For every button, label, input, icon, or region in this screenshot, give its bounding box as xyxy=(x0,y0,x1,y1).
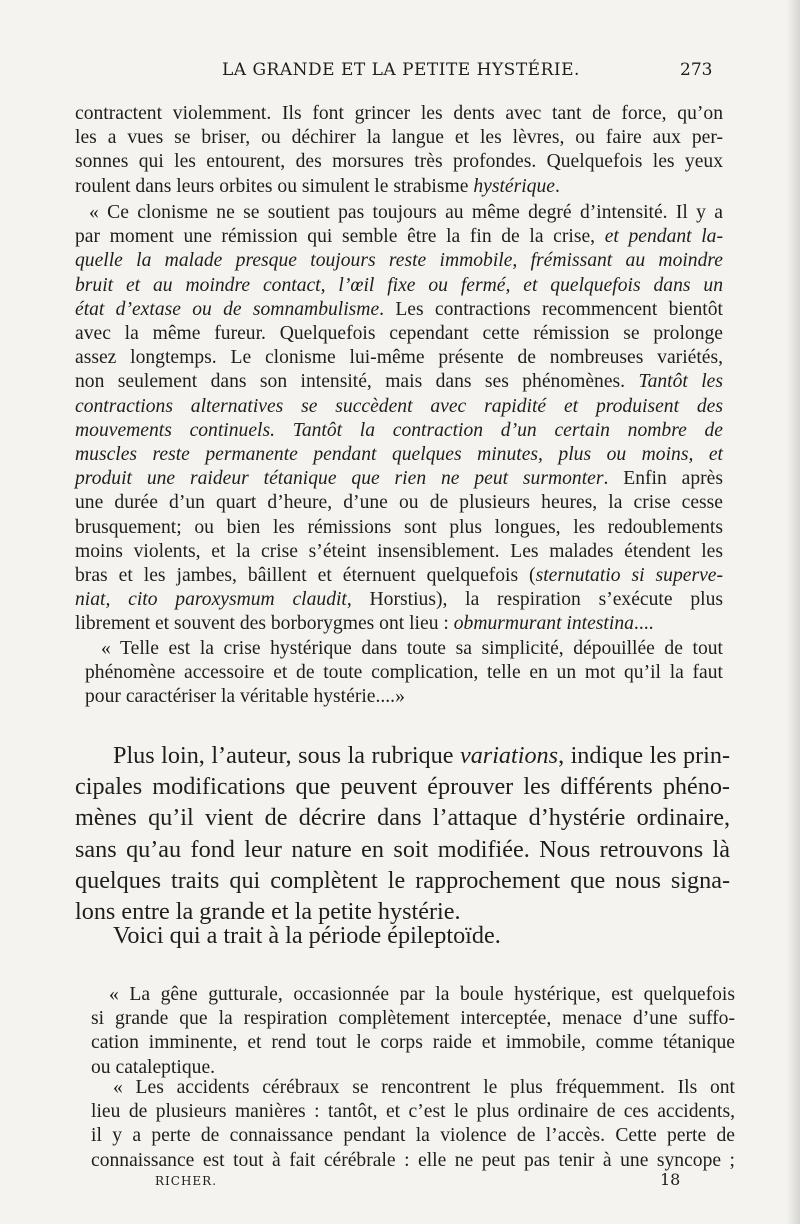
text-line: mènes qu’il vient de décrire dans l’attaque d’hystérie ordinaire, xyxy=(75,804,730,832)
text-line: « Telle est la crise hystérique dans toute sa simplicité, dépouillée de tout xyxy=(101,638,723,659)
text-run: , indique les prin- xyxy=(558,742,730,769)
text-line: pour caractériser la véritable hystérie....» xyxy=(85,686,405,708)
paragraph-variations xyxy=(75,740,730,927)
text-line: sans qu’au fond leur nature en soit modifiée. Nous retrouvons là xyxy=(75,835,730,863)
text-line xyxy=(75,225,723,249)
text-line: lons entre la grande et la petite hystérie. xyxy=(75,898,461,926)
text-line xyxy=(75,564,723,588)
text-line xyxy=(75,419,723,443)
paragraph-epileptoid xyxy=(75,920,730,951)
italic-text: et pendant la- xyxy=(604,226,724,248)
printer-signature: RICHER. xyxy=(155,1174,218,1188)
text-line xyxy=(75,370,723,394)
paragraph-guttural xyxy=(91,983,735,1080)
text-line xyxy=(75,612,723,636)
text-line xyxy=(75,298,723,322)
text-run: non seulement dans son intensité, mais dans ses phénomènes. xyxy=(75,371,639,393)
text-line: phénomène accessoire et de toute complication, telle en un mot qu’il la faut xyxy=(85,662,723,684)
page-edge-shadow xyxy=(786,0,800,1224)
text-line xyxy=(75,175,723,199)
text-line: « Les accidents cérébraux se rencontrent le plus fréquemment. Ils ont xyxy=(113,1077,735,1098)
text-run: .... xyxy=(633,613,654,635)
text-line: assez longtemps. Le clonisme lui-même présente de nombreuses variétés, xyxy=(75,347,723,369)
paragraph-clonism-quote xyxy=(75,201,723,637)
text-line xyxy=(75,395,723,419)
text-run: par moment une rémission qui semble être la fin de la crise, xyxy=(75,226,605,248)
italic-text: produit une raideur tétanique que rien ne peut surmonter xyxy=(75,468,604,490)
italic-text: état d’extase ou de somnambulisme xyxy=(75,298,380,320)
text-line xyxy=(75,588,723,612)
running-title: LA GRANDE ET LA PETITE HYSTÉRIE. xyxy=(222,60,580,80)
text-line xyxy=(75,274,723,298)
text-line: une durée d’un quart d’heure, d’une ou de plusieurs heures, la crise cesse xyxy=(75,492,723,514)
text-run: roulent dans leurs orbites ou simulent le strabisme xyxy=(75,175,474,197)
italic-text: hystérique xyxy=(473,175,555,197)
paragraph-crisis-summary xyxy=(75,637,723,710)
text-line: moins violents, et la crise s’éteint insensiblement. Les malades étendent les xyxy=(75,540,723,562)
text-line: « La gêne gutturale, occasionnée par la boule hystérique, est quelquefois xyxy=(109,984,735,1005)
text-run: , Horstius), la respiration s’exécute plus xyxy=(346,589,723,611)
text-line: lieu de plusieurs manières : tantôt, et c’est le plus ordinaire de ces accidents, xyxy=(91,1101,735,1123)
italic-text: variations xyxy=(459,742,559,769)
text-line: Voici qui a trait à la période épileptoïde. xyxy=(113,922,501,949)
text-line: il y a perte de connaissance pendant la violence de l’accès. Cette perte de xyxy=(91,1125,735,1147)
italic-text: bruit et au moindre contact, l’œil fixe ou fermé, et quelquefois dans un xyxy=(75,274,723,296)
italic-text: quelle la malade presque toujours reste immobile, frémissant au moindre xyxy=(75,250,723,272)
text-run: bras et les jambes, bâillent et éternuent quelquefois ( xyxy=(75,565,536,587)
text-line xyxy=(75,443,723,467)
page-header xyxy=(0,60,800,90)
text-line: ou cataleptique. xyxy=(91,1056,216,1078)
text-line xyxy=(75,249,723,273)
text-line: contractent violemment. Ils font grincer les dents avec tant de force, qu’on xyxy=(75,103,723,124)
text-run: . xyxy=(554,175,560,197)
italic-text: niat, cito paroxysmum claudit xyxy=(75,589,347,611)
text-line xyxy=(75,740,730,771)
text-line: brusquement; ou bien les rémissions sont plus longues, les redoublements xyxy=(75,516,723,538)
italic-text: sternutatio si superve- xyxy=(535,565,724,587)
sheet-number: 18 xyxy=(660,1170,681,1189)
page-footer xyxy=(0,1170,800,1194)
paragraph-cerebral xyxy=(91,1076,735,1173)
italic-text: muscles reste permanente pendant quelques minutes, plus ou moins, et xyxy=(75,444,723,466)
text-line: « Ce clonisme ne se soutient pas toujours au même degré d’intensité. Il y a xyxy=(89,202,723,223)
italic-text: obmurmurant intestina xyxy=(453,613,634,635)
text-line: les a vues se briser, ou déchirer la langue et les lèvres, ou faire aux per- xyxy=(75,127,723,149)
text-run: . Enfin après xyxy=(603,468,723,490)
paragraph-clonism-intro xyxy=(75,102,723,199)
italic-text: mouvements continuels. Tantôt la contraction d’un certain nombre de xyxy=(75,419,723,441)
page-number: 273 xyxy=(680,60,713,80)
italic-text: Tantôt les xyxy=(638,371,723,393)
text-run: Plus loin, l’auteur, sous la rubrique xyxy=(113,742,460,769)
text-line xyxy=(75,467,723,491)
italic-text: contractions alternatives se succèdent avec rapidité et produisent des xyxy=(75,395,723,417)
text-line: cation imminente, et rend tout le corps raide et immobile, comme tétanique xyxy=(91,1032,735,1054)
text-line: sonnes qui les entourent, des morsures très profondes. Quelquefois les yeux xyxy=(75,151,723,173)
text-line: cipales modifications que peuvent éprouver les différents phéno- xyxy=(75,773,730,801)
text-line: si grande que la respiration complètement interceptée, menace d’une suffo- xyxy=(91,1008,735,1030)
text-line: avec la même fureur. Quelquefois cependant cette rémission se prolonge xyxy=(75,323,723,345)
text-line: quelques traits qui complètent le rapprochement que nous signa- xyxy=(75,866,730,894)
text-line: connaissance est tout à fait cérébrale : elle ne peut pas tenir à une syncope ; xyxy=(91,1149,735,1171)
text-run: librement et souvent des borborygmes ont lieu : xyxy=(75,613,454,635)
text-run: . Les contractions recommencent bientôt xyxy=(379,298,723,320)
